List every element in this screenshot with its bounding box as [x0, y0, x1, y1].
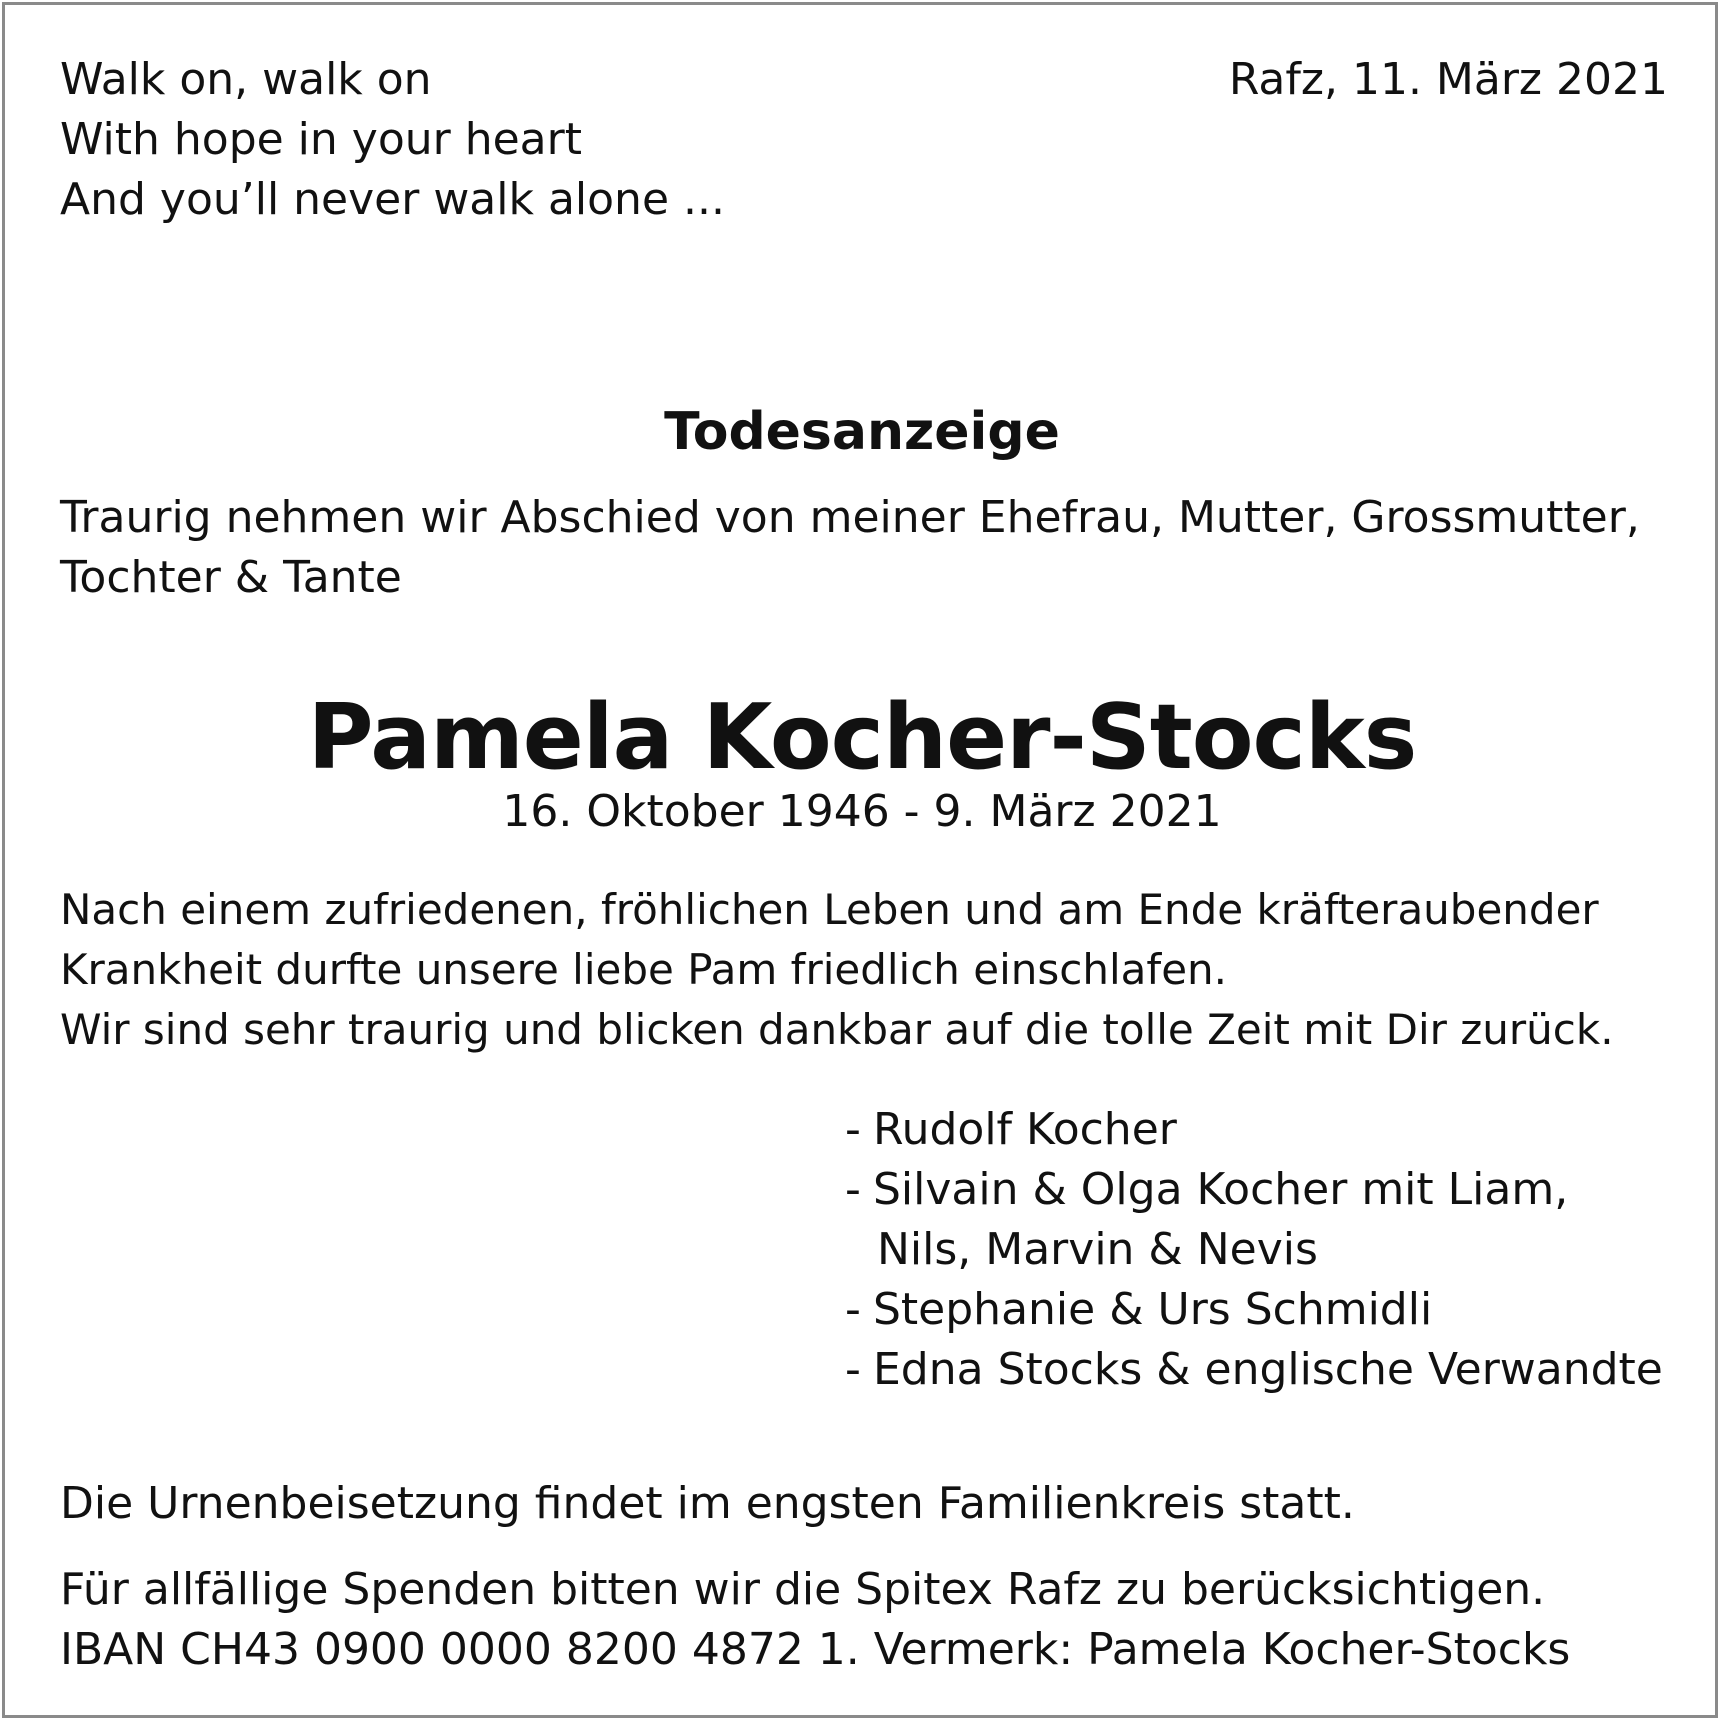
mourner-item-continuation — [845, 1220, 1663, 1280]
mourner-name: Nils, Marvin & Nevis — [877, 1224, 1318, 1275]
message-line: Krankheit durfte unsere liebe Pam friedlich einschlafen. — [60, 945, 1227, 994]
intro-line: Tochter & Tante — [60, 552, 402, 603]
intro-line: Traurig nehmen wir Abschied von meiner Ehefrau, Mutter, Grossmutter, — [60, 492, 1640, 543]
motto-verse — [60, 50, 725, 230]
motto-line: Walk on, walk on — [60, 54, 432, 105]
mourner-name: Silvain & Olga Kocher mit Liam, — [873, 1164, 1569, 1215]
motto-line: And you’ll never walk alone ... — [60, 174, 725, 225]
notice-heading: Todesanzeige — [664, 402, 1060, 462]
list-dash: - — [845, 1284, 861, 1335]
mourners-list — [845, 1100, 1663, 1400]
mourner-item — [845, 1100, 1663, 1160]
list-dash: - — [845, 1104, 861, 1155]
motto-line: With hope in your heart — [60, 114, 582, 165]
mourner-item — [845, 1340, 1663, 1400]
donation-note — [60, 1560, 1570, 1680]
mourner-item — [845, 1280, 1663, 1340]
farewell-message — [60, 880, 1614, 1060]
burial-note: Die Urnenbeisetzung findet im engsten Familienkreis statt. — [60, 1478, 1355, 1529]
mourner-name: Edna Stocks & englische Verwandte — [873, 1344, 1663, 1395]
mourner-item — [845, 1160, 1663, 1220]
message-line: Wir sind sehr traurig und blicken dankbar auf die tolle Zeit mit Dir zurück. — [60, 1005, 1614, 1054]
notice-border — [2, 2, 1718, 1718]
mourner-name: Rudolf Kocher — [873, 1104, 1177, 1155]
list-dash: - — [845, 1164, 861, 1215]
iban-line: IBAN CH43 0900 0000 8200 4872 1. Vermerk: Pamela Kocher-Stocks — [60, 1624, 1571, 1675]
intro-text — [60, 488, 1640, 608]
deceased-name: Pamela Kocher-Stocks — [307, 685, 1417, 790]
donation-line: Für allfällige Spenden bitten wir die Spitex Rafz zu berücksichtigen. — [60, 1564, 1546, 1615]
place-date: Rafz, 11. März 2021 — [1228, 54, 1668, 105]
list-dash: - — [845, 1344, 861, 1395]
mourner-name: Stephanie & Urs Schmidli — [873, 1284, 1433, 1335]
message-line: Nach einem zufriedenen, fröhlichen Leben und am Ende kräfteraubender — [60, 885, 1599, 934]
life-dates: 16. Oktober 1946 - 9. März 2021 — [502, 786, 1222, 837]
